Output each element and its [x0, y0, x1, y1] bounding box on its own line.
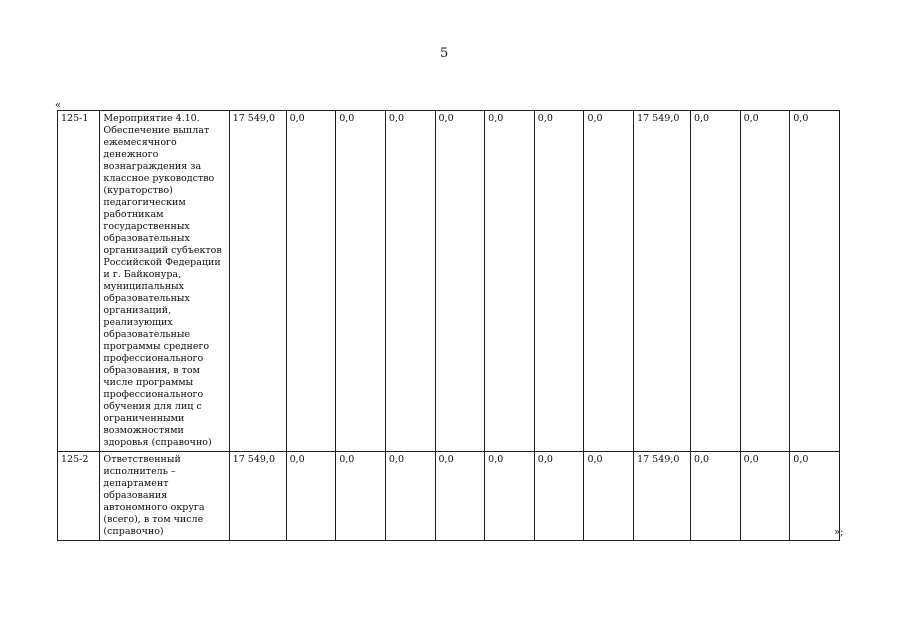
budget-table — [57, 110, 840, 541]
value-cell: 0,0 — [690, 111, 740, 452]
value-cell: 0,0 — [534, 111, 584, 452]
opening-quote-mark: « — [55, 100, 62, 111]
closing-quote-mark: »; — [834, 527, 844, 538]
value-cell-total: 17 549,0 — [229, 452, 286, 541]
table-row — [58, 452, 840, 541]
value-cell: 0,0 — [286, 111, 336, 452]
value-cell: 0,0 — [584, 111, 634, 452]
value-cell: 0,0 — [286, 452, 336, 541]
value-cell: 17 549,0 — [634, 452, 691, 541]
value-cell: 0,0 — [485, 111, 535, 452]
row-name: Мероприятие 4.10. Обеспечение выплат ежемесячного денежного вознаграждения за классное руководство (кураторство) педагогическим работникам государственных образовательных организаций субъектов Российской Федерации и г. Байконура, муниципальных образовательных организаций, реализующих образовательные программы среднего профессионального образования, в том числе программы профессионального обучения для лиц с ограниченными возможностями здоровья (справочно) — [100, 111, 229, 452]
value-cell: 17 549,0 — [634, 111, 691, 452]
value-cell: 0,0 — [385, 452, 435, 541]
value-cell: 0,0 — [485, 452, 535, 541]
row-code: 125-2 — [58, 452, 100, 541]
value-cell: 0,0 — [690, 452, 740, 541]
value-cell: 0,0 — [435, 111, 485, 452]
value-cell: 0,0 — [740, 452, 790, 541]
page-number: 5 — [440, 46, 449, 61]
value-cell: 0,0 — [790, 452, 840, 541]
value-cell: 0,0 — [336, 111, 386, 452]
row-name: Ответственный исполнитель – департамент образования автономного округа (всего), в том числе (справочно) — [100, 452, 229, 541]
row-code: 125-1 — [58, 111, 100, 452]
value-cell: 0,0 — [584, 452, 634, 541]
value-cell: 0,0 — [740, 111, 790, 452]
table-row — [58, 111, 840, 452]
value-cell: 0,0 — [336, 452, 386, 541]
value-cell-total: 17 549,0 — [229, 111, 286, 452]
value-cell: 0,0 — [534, 452, 584, 541]
value-cell: 0,0 — [385, 111, 435, 452]
value-cell: 0,0 — [790, 111, 840, 452]
value-cell: 0,0 — [435, 452, 485, 541]
